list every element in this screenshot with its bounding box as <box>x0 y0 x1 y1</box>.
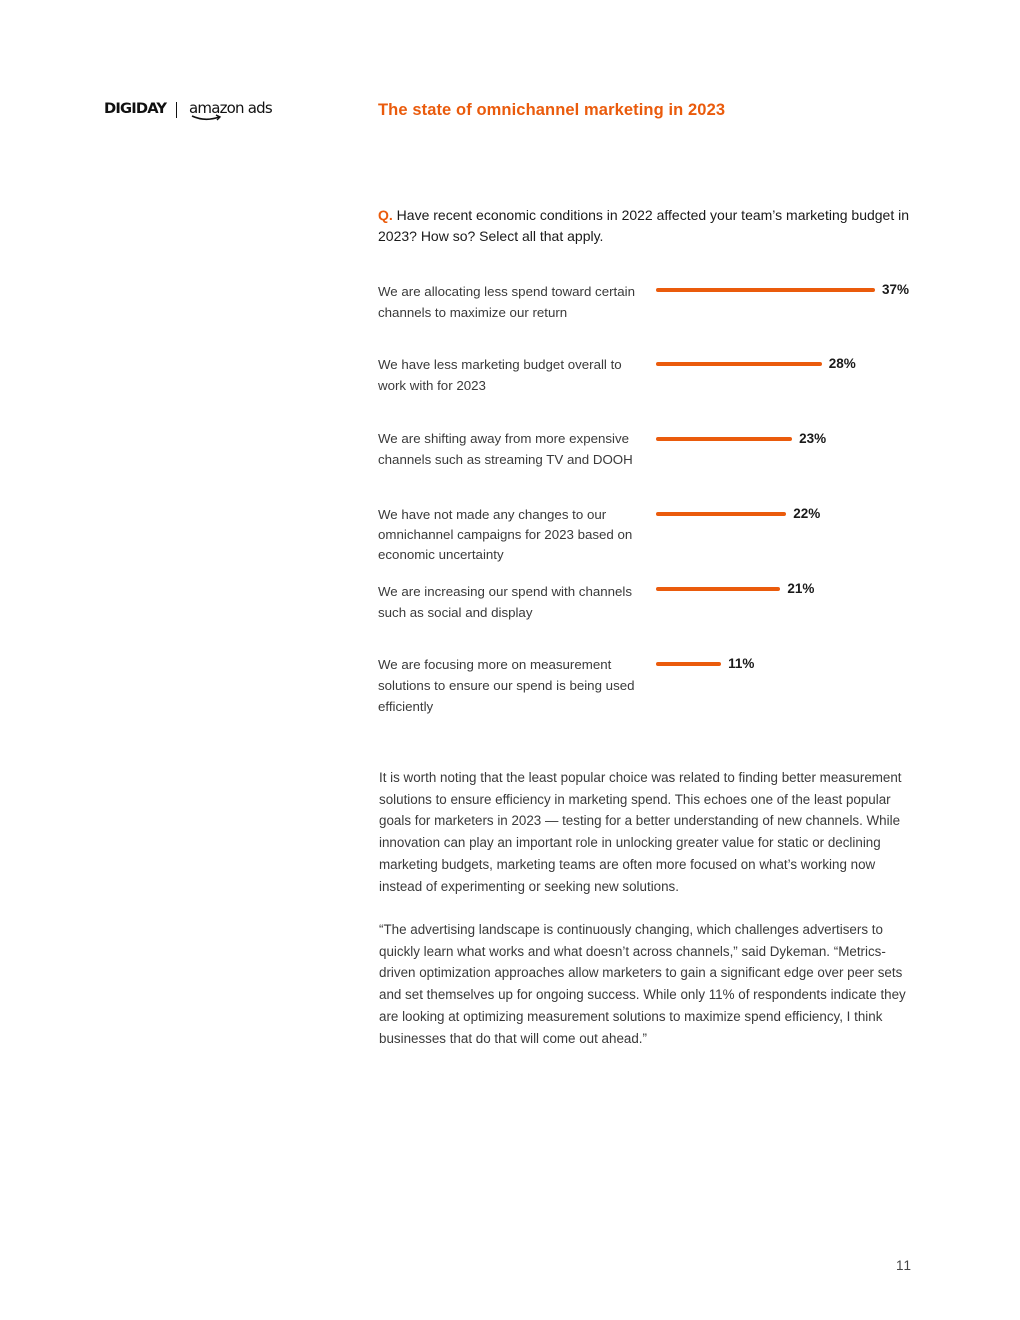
page-title: The state of omnichannel marketing in 2023 <box>378 101 726 119</box>
chart-bar <box>656 587 780 591</box>
chart-bar <box>656 288 875 292</box>
chart-category-label: We have less marketing budget overall to work with for 2023 <box>378 357 622 393</box>
chart-category-label: We are shifting away from more expensive channels such as streaming TV and DOOH <box>378 431 633 467</box>
chart-bar <box>656 662 721 666</box>
amazon-ads-wordmark: amazon ads <box>189 99 272 117</box>
question-prefix: Q. <box>378 207 393 223</box>
chart-bar <box>656 362 822 366</box>
chart-category-label: We are allocating less spend toward certain channels to maximize our return <box>378 284 635 320</box>
digiday-logo: DIGIDAY <box>104 101 167 117</box>
body-paragraph-2: “The advertising landscape is continuously changing, which challenges advertisers to quickly learn what works and what doesn’t across channels,” said Dykeman. “Metrics-driven optimization approaches allow marketers to gain a significant edge over peer sets and set themselves up for ongoing success. While only 11% of respondents indicate they are looking at optimizing measurement solutions to maximize spend efficiency, I think businesses that do that will come out ahead.” <box>379 922 906 1046</box>
bar-chart <box>378 276 938 726</box>
chart-category-label: We are increasing our spend with channels such as social and display <box>378 584 633 620</box>
survey-question <box>378 205 923 247</box>
logo-divider <box>176 102 177 118</box>
chart-value-label: 22% <box>793 506 821 521</box>
amazon-smile-icon <box>191 114 225 122</box>
chart-value-label: 11% <box>728 656 755 671</box>
chart-value-label: 28% <box>828 356 856 371</box>
chart-category-label: We are focusing more on measurement solutions to ensure our spend is being used efficiently <box>378 657 635 714</box>
chart-value-label: 21% <box>787 581 815 596</box>
chart-category-label: We have not made any changes to our omnichannel campaigns for 2023 based on economic uncertainty <box>378 507 633 562</box>
body-paragraph-1: It is worth noting that the least popular choice was related to finding better measurement solutions to ensure efficiency in marketing spend. This echoes one of the least popular goals for marketers in 2023 — testing for a better understanding of new channels. While innovation can play an important role in unlocking greater value for static or declining marketing budgets, marketing teams are often more focused on what’s working now instead of experimenting or seeking new solutions. <box>379 770 902 894</box>
chart-value-label: 23% <box>799 431 827 446</box>
chart-bar <box>656 437 792 441</box>
chart-bar <box>656 512 786 516</box>
amazon-ads-logo <box>189 99 272 117</box>
question-text: Have recent economic conditions in 2022 affected your team’s marketing budget in 2023? How so? Select all that apply. <box>378 207 910 244</box>
chart-value-label: 37% <box>882 282 910 297</box>
page-number: 11 <box>896 1258 913 1273</box>
